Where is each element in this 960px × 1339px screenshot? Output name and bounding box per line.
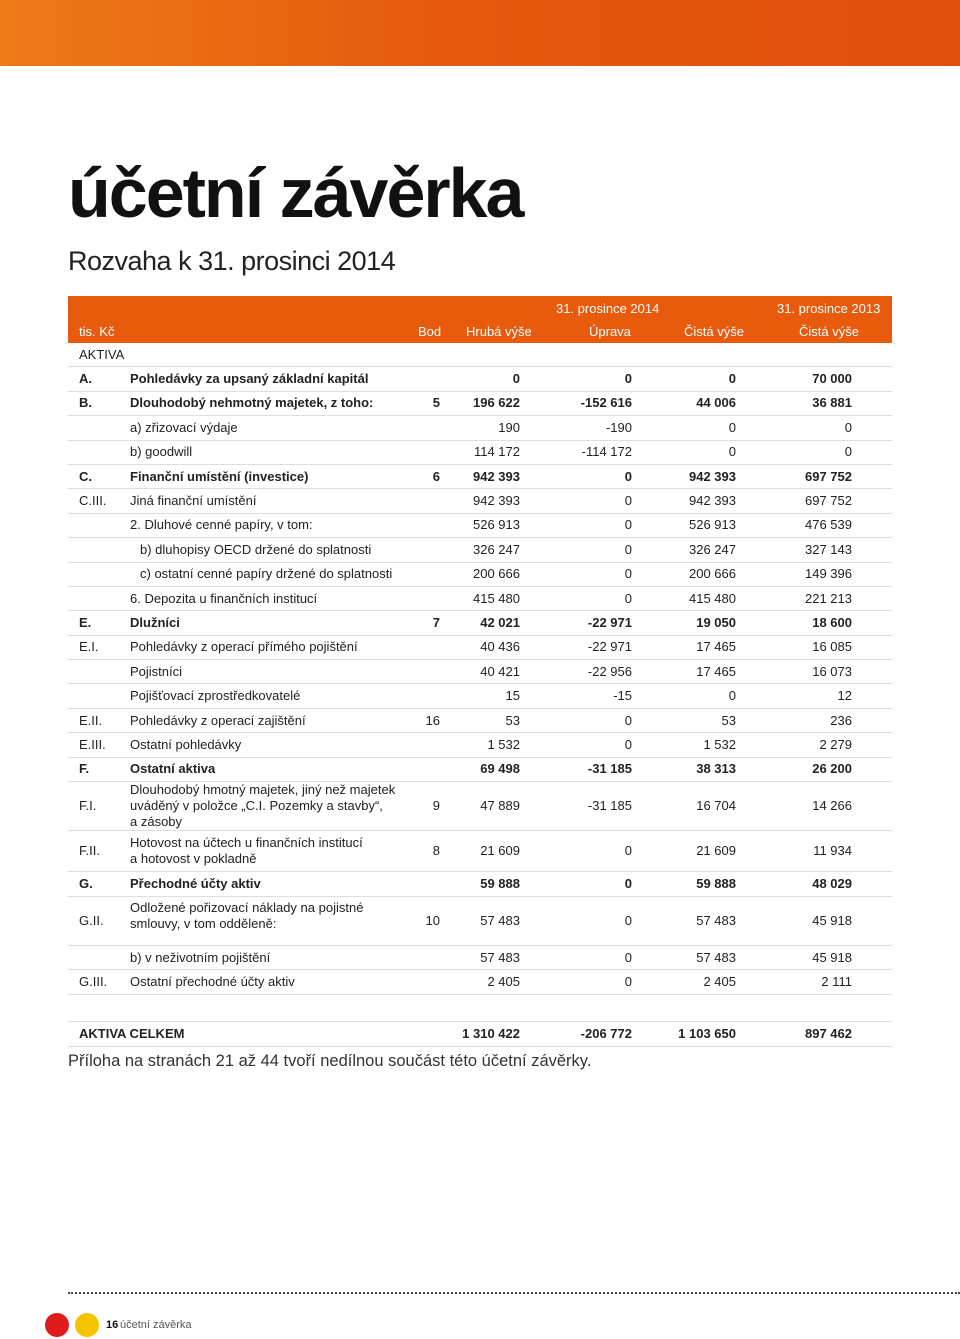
row-cista: 942 393 — [689, 493, 736, 509]
row-uprava: 0 — [624, 974, 632, 990]
row-uprava: 0 — [624, 913, 632, 929]
row-code: C. — [79, 468, 92, 484]
row-name: 2. Dluhové cenné papíry, v tom: — [130, 517, 313, 533]
total-cista: 1 103 650 — [678, 1025, 736, 1041]
row-hruba: 196 622 — [473, 395, 520, 411]
row-cista-prev: 16 085 — [812, 639, 852, 655]
red-circle-icon — [45, 1313, 69, 1337]
row-name: Pohledávky za upsaný základní kapitál — [130, 371, 369, 387]
row-name-line1: Hotovost na účtech u finančních institucí — [130, 835, 363, 851]
row-name: Ostatní aktiva — [130, 761, 216, 777]
row-cista: 2 405 — [703, 974, 736, 990]
row-name: Ostatní pohledávky — [130, 736, 242, 752]
row-name: b) goodwill — [130, 444, 193, 460]
row-name — [130, 900, 363, 932]
table-row — [68, 758, 892, 782]
row-name: 6. Depozita u finančních institucí — [130, 590, 318, 606]
header-cista: Čistá výše — [684, 324, 744, 339]
row-cista-prev: 697 752 — [805, 468, 852, 484]
row-uprava: -22 971 — [587, 639, 632, 655]
row-name-line1: Odložené pořizovací náklady na pojistné — [130, 900, 364, 916]
row-name: Finanční umístění (investice) — [130, 468, 309, 484]
row-cista: 59 888 — [696, 876, 736, 892]
row-name: a) zřizovací výdaje — [130, 419, 238, 435]
row-uprava: -152 616 — [580, 395, 632, 411]
header-cista-prev: Čistá výše — [799, 324, 859, 339]
row-bod: 7 — [432, 614, 440, 630]
row-hruba: 69 498 — [480, 761, 520, 777]
row-code: A. — [79, 371, 92, 387]
row-name-line2: smlouvy, v tom odděleně: — [130, 916, 277, 932]
yellow-circle-icon — [75, 1313, 99, 1337]
table-row — [68, 441, 892, 465]
row-code: G.III. — [79, 974, 108, 990]
row-name: b) dluhopisy OECD držené do splatnosti — [140, 541, 372, 557]
table-row — [68, 587, 892, 611]
row-uprava: -31 185 — [587, 798, 632, 814]
page-title: účetní závěrka — [68, 154, 523, 232]
table-row — [68, 563, 892, 587]
row-name-line1: Dlouhodobý hmotný majetek, jiný než majetek — [130, 782, 396, 798]
row-uprava: 0 — [624, 736, 632, 752]
row-name: Pohledávky z operací přímého pojištění — [130, 639, 358, 655]
row-hruba: 40 421 — [480, 663, 520, 679]
header-period-previous: 31. prosince 2013 — [777, 301, 881, 316]
row-code: E.III. — [79, 736, 106, 752]
table-row — [68, 970, 892, 994]
row-hruba: 114 172 — [473, 444, 520, 460]
section-label: AKTIVA — [79, 346, 125, 362]
row-name: b) v neživotním pojištění — [130, 949, 271, 965]
row-hruba: 21 609 — [480, 843, 520, 859]
row-hruba: 57 483 — [480, 913, 520, 929]
row-uprava: 0 — [624, 493, 632, 509]
table-row — [68, 465, 892, 489]
row-code: E.II. — [79, 712, 103, 728]
row-uprava: 0 — [624, 843, 632, 859]
row-cista: 19 050 — [696, 614, 736, 630]
table-header — [68, 296, 892, 343]
table-row — [68, 733, 892, 757]
row-bod: 9 — [432, 798, 440, 814]
row-cista: 0 — [728, 371, 736, 387]
row-uprava: 0 — [624, 541, 632, 557]
row-cista: 17 465 — [696, 663, 736, 679]
table-row — [68, 636, 892, 660]
row-name — [130, 835, 363, 867]
row-bod: 8 — [432, 843, 440, 859]
total-label: AKTIVA CELKEM — [79, 1025, 185, 1041]
row-uprava: 0 — [624, 590, 632, 606]
row-hruba: 2 405 — [487, 974, 520, 990]
row-name: Jiná finanční umístění — [130, 493, 257, 509]
row-bod: 10 — [425, 913, 440, 929]
row-hruba: 1 532 — [487, 736, 520, 752]
row-cista: 17 465 — [696, 639, 736, 655]
row-uprava: -22 971 — [587, 614, 632, 630]
row-cista: 1 532 — [703, 736, 736, 752]
row-hruba: 942 393 — [473, 468, 520, 484]
row-cista-prev: 221 213 — [805, 590, 852, 606]
row-hruba: 42 021 — [480, 614, 520, 630]
row-name-line3: a zásoby — [130, 814, 183, 830]
row-cista-prev: 236 — [830, 712, 852, 728]
table-row — [68, 489, 892, 513]
row-uprava: 0 — [624, 712, 632, 728]
table-row — [68, 611, 892, 635]
row-uprava: 0 — [624, 566, 632, 582]
row-name: Přechodné účty aktiv — [130, 876, 261, 892]
balance-sheet-table — [68, 296, 892, 1047]
row-name: c) ostatní cenné papíry držené do splatnosti — [140, 566, 393, 582]
row-cista-prev: 476 539 — [805, 517, 852, 533]
row-cista-prev: 14 266 — [812, 798, 852, 814]
row-uprava: 0 — [624, 371, 632, 387]
row-hruba: 190 — [498, 419, 520, 435]
total-row — [68, 1022, 892, 1047]
table-row — [68, 709, 892, 733]
row-cista: 942 393 — [689, 468, 736, 484]
total-uprava: -206 772 — [580, 1025, 632, 1041]
row-uprava: -190 — [605, 419, 632, 435]
row-cista: 415 480 — [689, 590, 736, 606]
row-cista: 44 006 — [696, 395, 736, 411]
table-row — [68, 946, 892, 970]
row-cista: 38 313 — [696, 761, 736, 777]
row-cista: 0 — [728, 688, 736, 704]
row-cista-prev: 45 918 — [812, 949, 852, 965]
row-code: F.I. — [79, 798, 97, 814]
row-cista: 0 — [728, 444, 736, 460]
row-cista: 16 704 — [696, 798, 736, 814]
row-cista-prev: 2 111 — [821, 974, 852, 990]
row-hruba: 57 483 — [480, 949, 520, 965]
row-cista-prev: 45 918 — [812, 913, 852, 929]
row-uprava: -22 956 — [587, 663, 632, 679]
table-row — [68, 782, 892, 831]
row-bod: 6 — [432, 468, 440, 484]
row-hruba: 326 247 — [473, 541, 520, 557]
row-name: Dlouhodobý nehmotný majetek, z toho: — [130, 395, 374, 411]
row-cista-prev: 36 881 — [812, 395, 852, 411]
row-hruba: 526 913 — [473, 517, 520, 533]
row-name: Pohledávky z operací zajištění — [130, 712, 306, 728]
row-cista: 53 — [721, 712, 736, 728]
row-name: Dlužníci — [130, 614, 180, 630]
row-cista: 326 247 — [689, 541, 736, 557]
row-name-line2: a hotovost v pokladně — [130, 851, 257, 867]
row-hruba: 47 889 — [480, 798, 520, 814]
row-cista-prev: 18 600 — [812, 614, 852, 630]
row-cista-prev: 16 073 — [812, 663, 852, 679]
row-code: F. — [79, 761, 90, 777]
row-cista-prev: 11 934 — [813, 843, 852, 859]
row-cista-prev: 327 143 — [805, 541, 852, 557]
row-name: Pojistníci — [130, 663, 183, 679]
footnote: Příloha na stranách 21 až 44 tvoří nedílnou součást této účetní závěrky. — [68, 1052, 592, 1070]
row-cista-prev: 0 — [844, 444, 852, 460]
row-cista-prev: 697 752 — [805, 493, 852, 509]
row-name: Ostatní přechodné účty aktiv — [130, 974, 295, 990]
row-hruba: 415 480 — [473, 590, 520, 606]
row-hruba: 200 666 — [473, 566, 520, 582]
top-color-band — [0, 0, 960, 66]
row-name: Pojišťovací zprostředkovatelé — [130, 688, 301, 704]
table-row — [68, 872, 892, 897]
page-number: 16 — [106, 1319, 119, 1331]
section-label-row — [68, 343, 892, 367]
row-uprava: 0 — [624, 949, 632, 965]
row-name-line2: uváděný v položce „C.I. Pozemky a stavby“, — [130, 798, 383, 814]
total-hruba: 1 310 422 — [462, 1025, 520, 1041]
row-cista-prev: 70 000 — [812, 371, 852, 387]
table-row — [68, 538, 892, 562]
row-code: B. — [79, 395, 92, 411]
header-unit: tis. Kč — [79, 324, 115, 339]
row-uprava: -114 172 — [581, 444, 632, 460]
table-row — [68, 367, 892, 391]
row-code: F.II. — [79, 843, 100, 859]
row-code: C.III. — [79, 493, 107, 509]
table-row — [68, 514, 892, 538]
row-uprava: 0 — [624, 517, 632, 533]
row-name — [130, 782, 395, 830]
row-cista: 526 913 — [689, 517, 736, 533]
row-cista-prev: 2 279 — [819, 736, 852, 752]
table-row — [68, 416, 892, 440]
row-uprava: 0 — [624, 468, 632, 484]
row-hruba: 15 — [505, 688, 520, 704]
row-hruba: 0 — [512, 371, 520, 387]
footer-dotted-divider — [68, 1292, 960, 1294]
row-cista-prev: 26 200 — [812, 761, 852, 777]
row-cista: 0 — [728, 419, 736, 435]
row-bod: 5 — [432, 395, 440, 411]
table-row — [68, 392, 892, 416]
row-code: E. — [79, 614, 92, 630]
header-period-current: 31. prosince 2014 — [556, 301, 660, 316]
row-cista-prev: 149 396 — [805, 566, 852, 582]
row-cista-prev: 48 029 — [812, 876, 852, 892]
row-cista-prev: 12 — [837, 688, 852, 704]
header-bod: Bod — [418, 324, 442, 339]
row-code: E.I. — [79, 639, 99, 655]
page-subtitle: Rozvaha k 31. prosinci 2014 — [68, 246, 396, 276]
table-row — [68, 684, 892, 708]
footer-section-title: účetní závěrka — [120, 1319, 192, 1331]
table-row — [68, 897, 892, 946]
row-hruba: 942 393 — [473, 493, 520, 509]
row-cista: 57 483 — [696, 913, 736, 929]
row-bod: 16 — [425, 712, 440, 728]
row-cista: 200 666 — [689, 566, 736, 582]
table-row — [68, 660, 892, 684]
row-cista: 57 483 — [696, 949, 736, 965]
header-uprava: Úprava — [589, 324, 631, 339]
row-code: G.II. — [79, 913, 104, 929]
table-row — [68, 831, 892, 872]
row-hruba: 59 888 — [480, 876, 520, 892]
row-uprava: -31 185 — [587, 761, 632, 777]
row-uprava: -15 — [613, 688, 632, 704]
row-hruba: 40 436 — [480, 639, 520, 655]
row-cista-prev: 0 — [844, 419, 852, 435]
spacer-row — [68, 995, 892, 1022]
row-uprava: 0 — [624, 876, 632, 892]
row-cista: 21 609 — [696, 843, 736, 859]
total-cista-prev: 897 462 — [805, 1025, 852, 1041]
row-code: G. — [79, 876, 93, 892]
row-hruba: 53 — [505, 712, 520, 728]
header-hruba: Hrubá výše — [466, 324, 532, 339]
